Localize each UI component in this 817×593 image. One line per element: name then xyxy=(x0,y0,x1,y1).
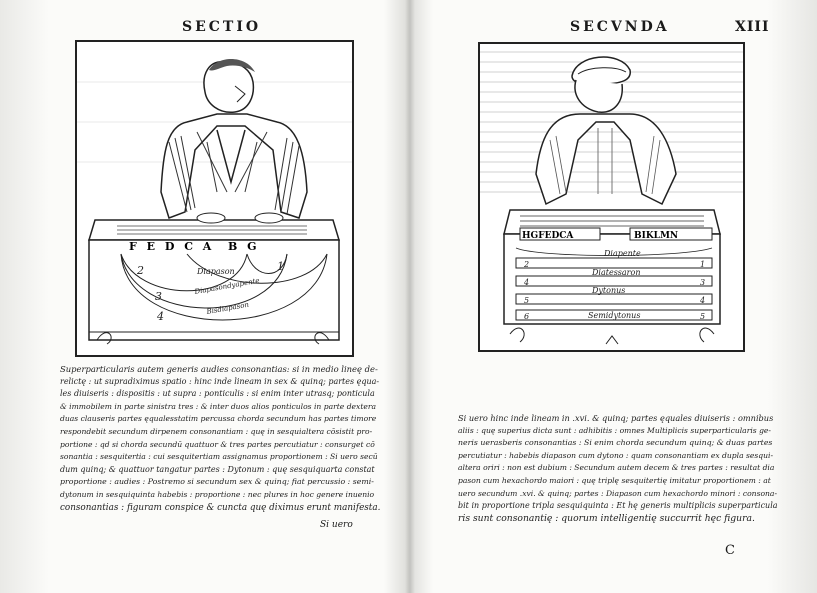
left-running-head: SECTIO xyxy=(182,19,262,35)
text-line: respondebit secundum dirpenem consonantiam : quę in sesquialtera cōsistit pro- xyxy=(60,426,373,436)
left-body-text xyxy=(60,363,380,514)
text-line: dum quinq; & quattuor tangatur partes : Dytonum : quę sesquiquarta constat xyxy=(60,464,375,474)
text-line: dytonum in sesquiquinta habebis : proportione : nec plures in hoc genere inuenio xyxy=(60,489,375,499)
left-arc-number: 2 xyxy=(137,264,144,277)
text-line: les diuiseris : dispositis : ut supra : ponticulis : si enim inter utrasq; ponticula xyxy=(60,389,375,399)
right-arc-number: 2 xyxy=(524,260,530,269)
right-arc-number: 5 xyxy=(524,296,530,305)
text-line: neris uerasberis consonantias : Si enim chorda secundum quinq; & duas partes xyxy=(458,438,773,448)
text-line: proportione : audies : Postremo si secundum sex & quinq; fiat percussio : semi- xyxy=(60,477,374,487)
right-woodcut xyxy=(478,42,745,352)
text-line: consonantias : figuram conspice & cuncta quę diximus erunt manifesta. xyxy=(60,502,381,513)
book-gutter xyxy=(405,0,415,593)
text-line: aliis : quę superius dicta sunt : adhibitis : omnes Multiplicis superparticularis ge- xyxy=(458,425,771,435)
right-arc-number: 5 xyxy=(700,312,706,321)
right-arc-number: 4 xyxy=(700,296,706,305)
right-arc-number: 1 xyxy=(700,260,706,269)
text-line: & immobilem in parte sinistra tres : & inter duos alios ponticulos in parte dextera xyxy=(60,401,377,411)
text-line: duas clauseris partes ęqualesstatim percussa chorda secundum has partes timore xyxy=(60,414,377,424)
text-line: bit in proportione tripla sesquiquinta : Et hę generis multiplicis superparticula xyxy=(458,501,778,511)
right-arc-number: 6 xyxy=(524,312,530,321)
left-arc-number: 4 xyxy=(157,310,164,323)
text-line: pason cum hexachordo maiori : quę triplę sesquitertię imitatur proportionem : at xyxy=(458,475,771,485)
text-line: altera oriri : non est dubium : Secundum autem decem & tres partes : resultat dia xyxy=(458,463,775,473)
signature-mark: C xyxy=(725,543,735,558)
text-line: uero secundum .xvi. & quinq; partes : Diapason cum hexachordo minori : consona- xyxy=(458,488,778,498)
left-string-letters: F E D C A B G xyxy=(129,240,260,253)
text-line: ris sunt consonantię : quorum intelligentię succurrit hęc figura. xyxy=(458,512,755,524)
text-line: relictę : ut supradiximus spatio : hinc inde lineam in sex & quinq; partes ęqua- xyxy=(60,376,380,386)
left-arc-number: 3 xyxy=(155,290,162,303)
right-arc-number: 3 xyxy=(700,278,706,287)
left-arc-label: Diapasondyapente xyxy=(193,276,261,296)
text-line: Si uero hinc inde lineam in .xvi. & quinq; partes ęquales diuiseris : omnibus xyxy=(458,413,774,423)
folio-number: XIII xyxy=(735,19,770,35)
left-catchword: Si uero xyxy=(320,520,353,530)
right-arc-label: Dytonus xyxy=(592,286,626,295)
right-string-letters-right: BIKLMN xyxy=(634,231,679,241)
right-body-text xyxy=(458,412,778,525)
left-arc-label: Diapason xyxy=(197,267,235,276)
right-running-head: SECVNDA xyxy=(570,19,670,35)
left-arc-number: 1 xyxy=(277,260,284,273)
right-arc-label: Diatessaron xyxy=(592,268,641,277)
left-woodcut xyxy=(75,40,354,357)
musician-monochord-illustration xyxy=(77,42,352,355)
right-arc-label: Semidytonus xyxy=(588,311,641,320)
text-line: Superparticularis autem generis audies consonantias: si in medio lineę de- xyxy=(60,364,378,374)
text-line: percutiatur : habebis diapason cum dytono : quam consonantiam ex dupla sesqui- xyxy=(458,450,774,460)
right-arc-label: Diapente xyxy=(604,249,641,258)
text-line: sonantia : sesquitertia : cui sesquitertiam assignamus proportionem : Si uero secū xyxy=(60,452,378,462)
right-arc-number: 4 xyxy=(524,278,530,287)
text-line: portione : qd si chorda secundū quattuor & tres partes percutiatur : consurget cō xyxy=(60,439,375,449)
right-string-letters-left: HGFEDCA xyxy=(522,231,574,241)
turbaned-musician-illustration xyxy=(480,44,743,350)
left-arc-label: Bisdiapason xyxy=(205,300,250,316)
